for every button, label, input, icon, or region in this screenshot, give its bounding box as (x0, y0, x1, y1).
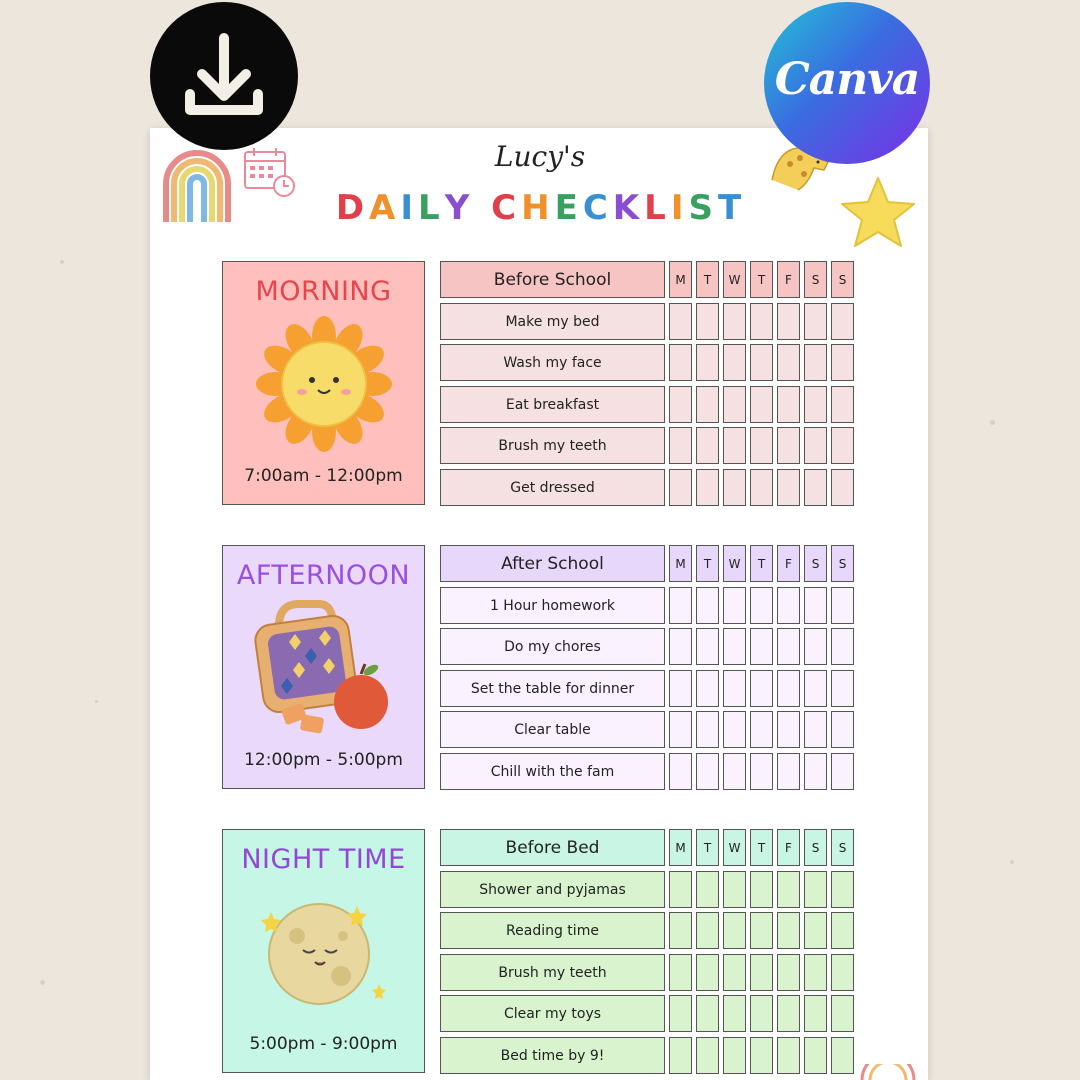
day-checkbox[interactable] (831, 386, 854, 423)
canva-badge[interactable] (764, 2, 930, 164)
title-letter: L (418, 188, 443, 228)
day-header: T (750, 829, 773, 866)
day-checkbox[interactable] (750, 303, 773, 340)
title-letter: E (554, 188, 581, 228)
day-checkbox[interactable] (723, 871, 746, 908)
download-button[interactable] (150, 2, 298, 150)
day-checkbox[interactable] (696, 912, 719, 949)
day-checkbox[interactable] (696, 954, 719, 991)
task-row (440, 386, 854, 423)
day-checkbox[interactable] (777, 995, 800, 1032)
day-checkbox[interactable] (831, 711, 854, 748)
section-header: Before Bed (440, 829, 665, 866)
canva-logo-text: Canva (774, 53, 920, 105)
day-checkbox[interactable] (723, 995, 746, 1032)
day-checkbox[interactable] (777, 587, 800, 624)
task-label: Get dressed (440, 469, 665, 506)
day-checkbox[interactable] (669, 912, 692, 949)
day-checkbox[interactable] (750, 871, 773, 908)
period-name: NIGHT TIME (241, 844, 406, 875)
day-header: W (723, 261, 746, 298)
period-time: 12:00pm - 5:00pm (244, 750, 403, 770)
period-panel (222, 261, 425, 505)
day-checkbox[interactable] (777, 386, 800, 423)
task-label: Chill with the fam (440, 753, 665, 790)
task-row (440, 711, 854, 748)
day-checkbox[interactable] (750, 386, 773, 423)
title-letter: H (521, 188, 553, 228)
day-header: M (669, 261, 692, 298)
day-checkbox[interactable] (723, 469, 746, 506)
day-checkbox[interactable] (669, 628, 692, 665)
day-checkbox[interactable] (804, 753, 827, 790)
day-checkbox[interactable] (696, 995, 719, 1032)
task-label: Brush my teeth (440, 954, 665, 991)
day-checkbox[interactable] (723, 303, 746, 340)
day-header: W (723, 829, 746, 866)
day-checkbox[interactable] (777, 670, 800, 707)
day-checkbox[interactable] (804, 628, 827, 665)
task-label: Brush my teeth (440, 427, 665, 464)
day-checkbox[interactable] (777, 303, 800, 340)
day-checkbox[interactable] (669, 871, 692, 908)
day-checkbox[interactable] (750, 670, 773, 707)
day-header: F (777, 829, 800, 866)
day-checkbox[interactable] (723, 628, 746, 665)
period-panel (222, 545, 425, 789)
period-panel (222, 829, 425, 1073)
task-row (440, 1037, 854, 1074)
title-letter: T (717, 188, 745, 228)
day-checkbox[interactable] (723, 344, 746, 381)
task-label: Clear my toys (440, 995, 665, 1032)
day-checkbox[interactable] (804, 386, 827, 423)
day-checkbox[interactable] (723, 954, 746, 991)
day-checkbox[interactable] (777, 1037, 800, 1074)
day-header: S (804, 261, 827, 298)
task-row (440, 303, 854, 340)
task-label: Make my bed (440, 303, 665, 340)
day-checkbox[interactable] (831, 912, 854, 949)
task-row (440, 628, 854, 665)
day-checkbox[interactable] (696, 303, 719, 340)
day-checkbox[interactable] (669, 711, 692, 748)
day-checkbox[interactable] (804, 711, 827, 748)
day-checkbox[interactable] (777, 344, 800, 381)
day-checkbox[interactable] (669, 753, 692, 790)
day-header: T (750, 545, 773, 582)
day-checkbox[interactable] (750, 711, 773, 748)
day-checkbox[interactable] (831, 427, 854, 464)
day-checkbox[interactable] (669, 427, 692, 464)
day-checkbox[interactable] (831, 344, 854, 381)
title-letter: S (688, 188, 716, 228)
day-checkbox[interactable] (669, 303, 692, 340)
day-checkbox[interactable] (804, 587, 827, 624)
title-letter: Y (444, 188, 473, 228)
day-checkbox[interactable] (669, 344, 692, 381)
day-checkbox[interactable] (750, 1037, 773, 1074)
title-letter: K (612, 188, 643, 228)
task-label: Bed time by 9! (440, 1037, 665, 1074)
day-header: M (669, 829, 692, 866)
day-checkbox[interactable] (777, 711, 800, 748)
day-checkbox[interactable] (723, 711, 746, 748)
day-header: T (696, 545, 719, 582)
task-row (440, 427, 854, 464)
title-letter: D (335, 188, 368, 228)
day-checkbox[interactable] (831, 871, 854, 908)
task-row (440, 753, 854, 790)
day-checkbox[interactable] (696, 1037, 719, 1074)
day-checkbox[interactable] (696, 344, 719, 381)
rainbow-icon (858, 1064, 918, 1080)
day-checkbox[interactable] (804, 871, 827, 908)
task-label: Reading time (440, 912, 665, 949)
task-label: 1 Hour homework (440, 587, 665, 624)
day-checkbox[interactable] (723, 670, 746, 707)
day-checkbox[interactable] (831, 303, 854, 340)
download-icon (150, 2, 298, 150)
day-checkbox[interactable] (696, 469, 719, 506)
day-checkbox[interactable] (804, 469, 827, 506)
day-checkbox[interactable] (750, 427, 773, 464)
day-checkbox[interactable] (777, 954, 800, 991)
day-checkbox[interactable] (804, 344, 827, 381)
title-letter: C (491, 188, 520, 228)
title-letter: A (369, 188, 399, 228)
day-checkbox[interactable] (750, 912, 773, 949)
task-label: Shower and pyjamas (440, 871, 665, 908)
day-header: M (669, 545, 692, 582)
day-checkbox[interactable] (777, 871, 800, 908)
day-checkbox[interactable] (831, 469, 854, 506)
day-checkbox[interactable] (804, 1037, 827, 1074)
day-checkbox[interactable] (750, 995, 773, 1032)
page-title (0, 188, 1080, 228)
day-checkbox[interactable] (696, 711, 719, 748)
task-label: Do my chores (440, 628, 665, 665)
header-row (440, 545, 854, 582)
day-checkbox[interactable] (696, 628, 719, 665)
day-checkbox[interactable] (750, 344, 773, 381)
day-checkbox[interactable] (696, 427, 719, 464)
day-checkbox[interactable] (804, 995, 827, 1032)
task-label: Clear table (440, 711, 665, 748)
day-checkbox[interactable] (669, 995, 692, 1032)
day-checkbox[interactable] (804, 670, 827, 707)
task-label: Eat breakfast (440, 386, 665, 423)
title-letter: I (400, 188, 417, 228)
task-row (440, 912, 854, 949)
day-checkbox[interactable] (831, 670, 854, 707)
day-header: T (696, 261, 719, 298)
period-time: 7:00am - 12:00pm (244, 466, 403, 486)
day-header: F (777, 545, 800, 582)
day-checkbox[interactable] (723, 427, 746, 464)
day-checkbox[interactable] (831, 1037, 854, 1074)
day-header: T (696, 829, 719, 866)
task-row (440, 344, 854, 381)
day-checkbox[interactable] (669, 670, 692, 707)
task-row (440, 587, 854, 624)
day-checkbox[interactable] (777, 912, 800, 949)
day-checkbox[interactable] (831, 995, 854, 1032)
day-checkbox[interactable] (750, 628, 773, 665)
day-header: T (750, 261, 773, 298)
day-checkbox[interactable] (669, 954, 692, 991)
day-checkbox[interactable] (669, 587, 692, 624)
day-checkbox[interactable] (804, 912, 827, 949)
day-checkbox[interactable] (696, 386, 719, 423)
day-checkbox[interactable] (669, 1037, 692, 1074)
title-letter: I (670, 188, 687, 228)
day-checkbox[interactable] (723, 912, 746, 949)
day-checkbox[interactable] (750, 587, 773, 624)
day-checkbox[interactable] (669, 386, 692, 423)
day-checkbox[interactable] (777, 469, 800, 506)
task-row (440, 995, 854, 1032)
day-checkbox[interactable] (777, 628, 800, 665)
section-header: After School (440, 545, 665, 582)
day-checkbox[interactable] (723, 753, 746, 790)
header-row (440, 829, 854, 866)
day-header: S (831, 829, 854, 866)
day-checkbox[interactable] (777, 753, 800, 790)
day-checkbox[interactable] (804, 303, 827, 340)
day-checkbox[interactable] (831, 753, 854, 790)
day-checkbox[interactable] (750, 753, 773, 790)
period-time: 5:00pm - 9:00pm (249, 1034, 398, 1054)
day-checkbox[interactable] (723, 587, 746, 624)
day-checkbox[interactable] (696, 670, 719, 707)
day-checkbox[interactable] (831, 954, 854, 991)
day-header: S (831, 261, 854, 298)
day-checkbox[interactable] (804, 954, 827, 991)
title-letter (473, 188, 490, 228)
period-name: AFTERNOON (236, 560, 411, 591)
day-header: S (831, 545, 854, 582)
day-checkbox[interactable] (723, 1037, 746, 1074)
day-checkbox[interactable] (696, 753, 719, 790)
task-label: Set the table for dinner (440, 670, 665, 707)
day-header: F (777, 261, 800, 298)
day-checkbox[interactable] (696, 871, 719, 908)
day-checkbox[interactable] (831, 587, 854, 624)
task-row (440, 954, 854, 991)
task-row (440, 469, 854, 506)
day-checkbox[interactable] (804, 427, 827, 464)
day-checkbox[interactable] (750, 954, 773, 991)
title-letter: L (644, 188, 669, 228)
period-name: MORNING (255, 276, 392, 307)
task-row (440, 670, 854, 707)
header-row (440, 261, 854, 298)
title-letter: C (582, 188, 611, 228)
task-row (440, 871, 854, 908)
day-header: S (804, 545, 827, 582)
day-checkbox[interactable] (723, 386, 746, 423)
day-header: S (804, 829, 827, 866)
day-header: W (723, 545, 746, 582)
owner-name: Lucy's (494, 140, 586, 173)
day-checkbox[interactable] (750, 469, 773, 506)
task-label: Wash my face (440, 344, 665, 381)
day-checkbox[interactable] (696, 587, 719, 624)
day-checkbox[interactable] (831, 628, 854, 665)
day-checkbox[interactable] (669, 469, 692, 506)
day-checkbox[interactable] (777, 427, 800, 464)
section-header: Before School (440, 261, 665, 298)
